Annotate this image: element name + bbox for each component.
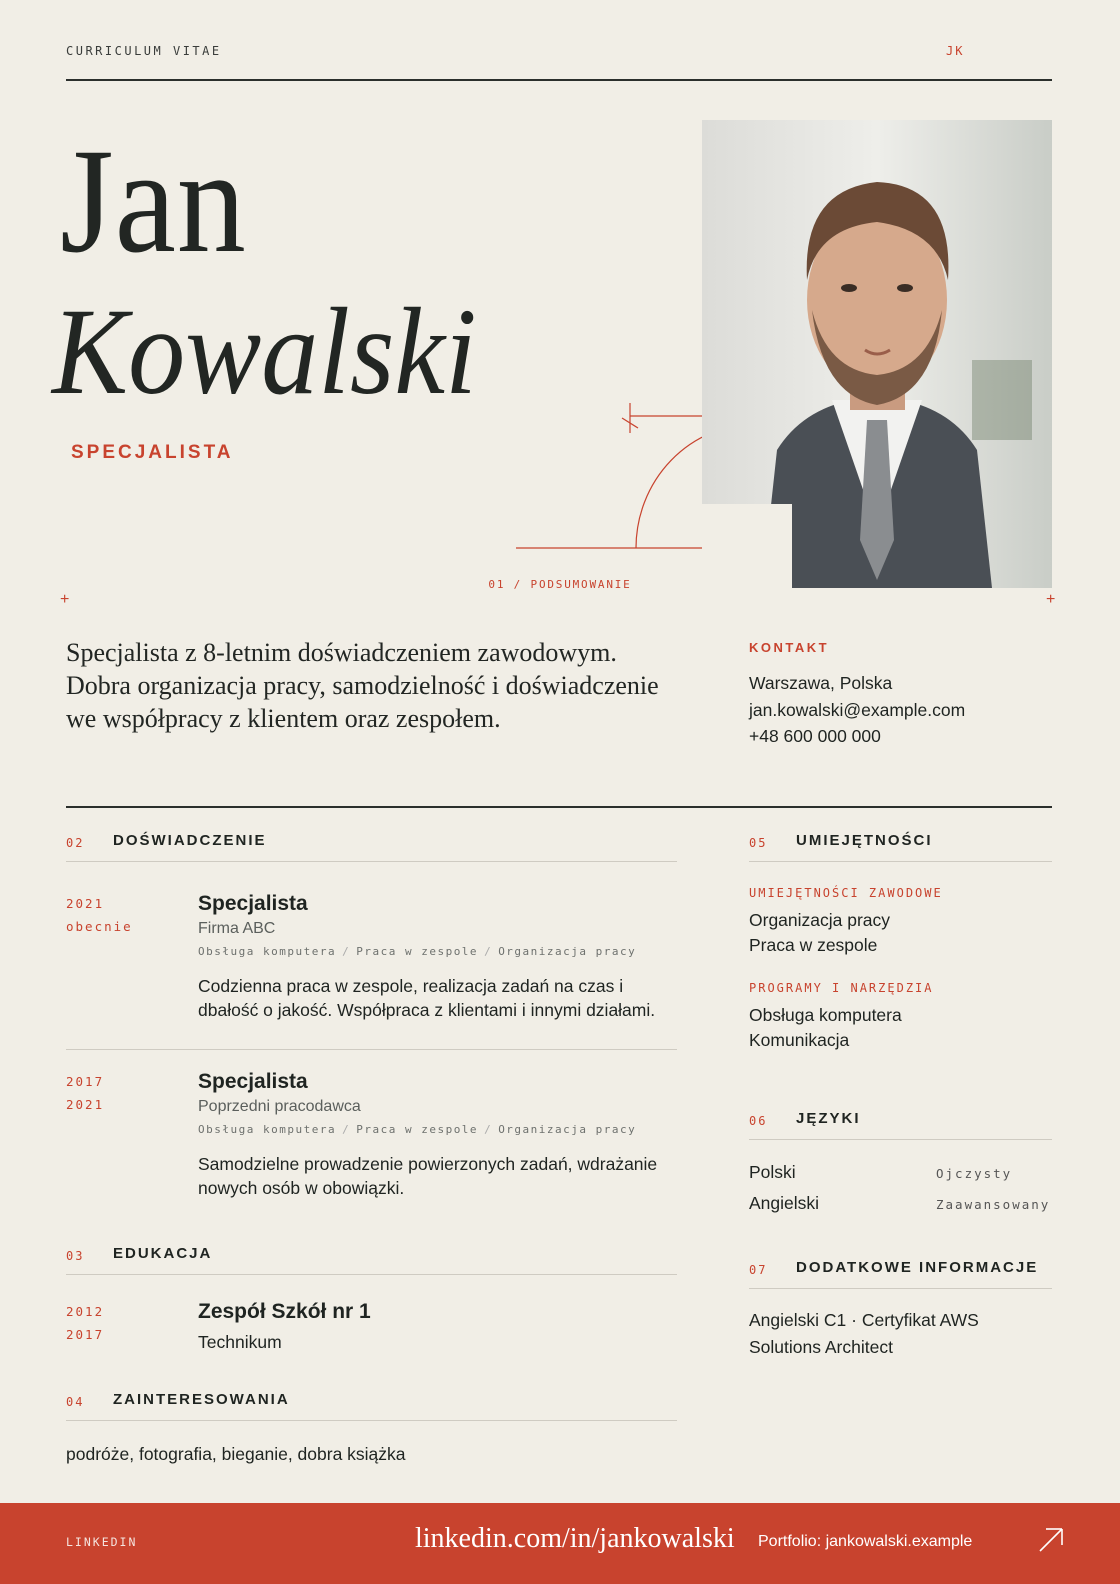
job-divider	[66, 1049, 677, 1050]
section-title: DOŚWIADCZENIE	[113, 832, 267, 849]
section-header	[66, 1245, 677, 1275]
skill-item: Praca w zespole	[749, 935, 878, 955]
interests-section	[66, 1391, 677, 1467]
job-role: SPECJALISTA	[71, 442, 234, 463]
experience-section	[66, 832, 677, 862]
education-dates: 2012 2017	[66, 1304, 105, 1342]
section-divider	[66, 806, 1052, 808]
additional-section	[749, 1259, 1052, 1361]
section-title: ZAINTERESOWANIA	[113, 1391, 290, 1408]
document-label: CURRICULUM VITAE	[66, 44, 222, 58]
contact-city: Warszawa, Polska	[749, 673, 893, 693]
job-entry	[66, 1070, 677, 1210]
section-header	[749, 1110, 1052, 1140]
job-entry	[66, 892, 677, 1052]
section-number: 04	[66, 1395, 85, 1409]
skill-item: Obsługa komputera	[749, 1005, 902, 1025]
footer-bar	[0, 1503, 1120, 1584]
language-row	[749, 1193, 1052, 1224]
interests-text: podróże, fotografia, bieganie, dobra książka	[66, 1444, 406, 1464]
section-title: JĘZYKI	[796, 1110, 861, 1127]
section-title: EDUKACJA	[113, 1245, 213, 1262]
job-tags: Obsługa komputera / Praca w zespole / Organizacja pracy	[198, 945, 637, 958]
language-row	[749, 1162, 1052, 1193]
plus-icon: +	[60, 591, 70, 608]
section-number: 06	[749, 1114, 768, 1128]
contact-heading: KONTAKT	[749, 640, 830, 655]
top-bar	[66, 44, 1052, 81]
job-dates: 2021 obecnie	[66, 896, 133, 934]
section-header	[749, 1259, 1052, 1289]
additional-text: Angielski C1 · Certyfikat AWS Solutions Architect	[749, 1310, 979, 1357]
contact-email[interactable]: jan.kowalski@example.com	[749, 699, 966, 720]
job-dates: 2017 2021	[66, 1074, 105, 1112]
summary-text: Specjalista z 8-letnim doświadczeniem zawodowym. Dobra organizacja pracy, samodzielność i doświadczenie we współpracy z klientem oraz zespołem.	[66, 638, 659, 733]
language-level: Ojczysty	[936, 1166, 1013, 1181]
skill-item: Komunikacja	[749, 1030, 850, 1050]
skills-tools-heading: PROGRAMY I NARZĘDZIA	[749, 981, 934, 995]
arrow-up-right-icon[interactable]	[1036, 1525, 1066, 1555]
skill-item: Organizacja pracy	[749, 910, 891, 930]
linkedin-link[interactable]: linkedin.com/in/jankowalski	[415, 1523, 735, 1554]
skills-professional-heading: UMIEJĘTNOŚCI ZAWODOWE	[749, 886, 943, 900]
initials: JK	[946, 44, 965, 58]
school-type: Technikum	[198, 1332, 282, 1352]
job-company: Firma ABC	[198, 920, 276, 937]
section-header	[66, 832, 677, 862]
education-entry	[66, 1300, 677, 1360]
section-header	[66, 1391, 677, 1421]
linkedin-label: LINKEDIN	[66, 1535, 138, 1549]
section-title: DODATKOWE INFORMACJE	[796, 1259, 1039, 1276]
summary-marker: 01 / PODSUMOWANIE	[488, 578, 632, 591]
job-title: Specjalista	[198, 892, 308, 915]
skills-section	[749, 832, 1052, 1053]
job-description: Samodzielne prowadzenie powierzonych zadań, wdrażanie nowych osób w obowiązki.	[198, 1154, 658, 1198]
job-company: Poprzedni pracodawca	[198, 1098, 361, 1115]
section-title: UMIEJĘTNOŚCI	[796, 832, 933, 849]
education-section	[66, 1245, 677, 1275]
section-number: 05	[749, 836, 768, 850]
language-name: Angielski	[749, 1193, 820, 1213]
contact-block	[749, 640, 1049, 750]
language-level: Zaawansowany	[936, 1197, 1051, 1212]
language-name: Polski	[749, 1162, 796, 1182]
last-name: Kowalski	[52, 283, 477, 420]
job-description: Codzienna praca w zespole, realizacja zadań na czas i dbałość o jakość. Współpraca z klientami i innymi działami.	[198, 976, 656, 1020]
job-tags: Obsługa komputera / Praca w zespole / Organizacja pracy	[198, 1123, 637, 1136]
plus-icon: +	[1046, 591, 1056, 608]
job-title: Specjalista	[198, 1070, 308, 1093]
languages-section	[749, 1110, 1052, 1224]
section-number: 03	[66, 1249, 85, 1263]
section-number: 02	[66, 836, 85, 850]
portfolio-link[interactable]: Portfolio: jankowalski.example	[758, 1533, 973, 1550]
school-name: Zespół Szkół nr 1	[198, 1300, 371, 1323]
section-number: 07	[749, 1263, 768, 1277]
first-name: Jan	[60, 118, 247, 284]
contact-phone[interactable]: +48 600 000 000	[749, 726, 881, 746]
section-header	[749, 832, 1052, 862]
